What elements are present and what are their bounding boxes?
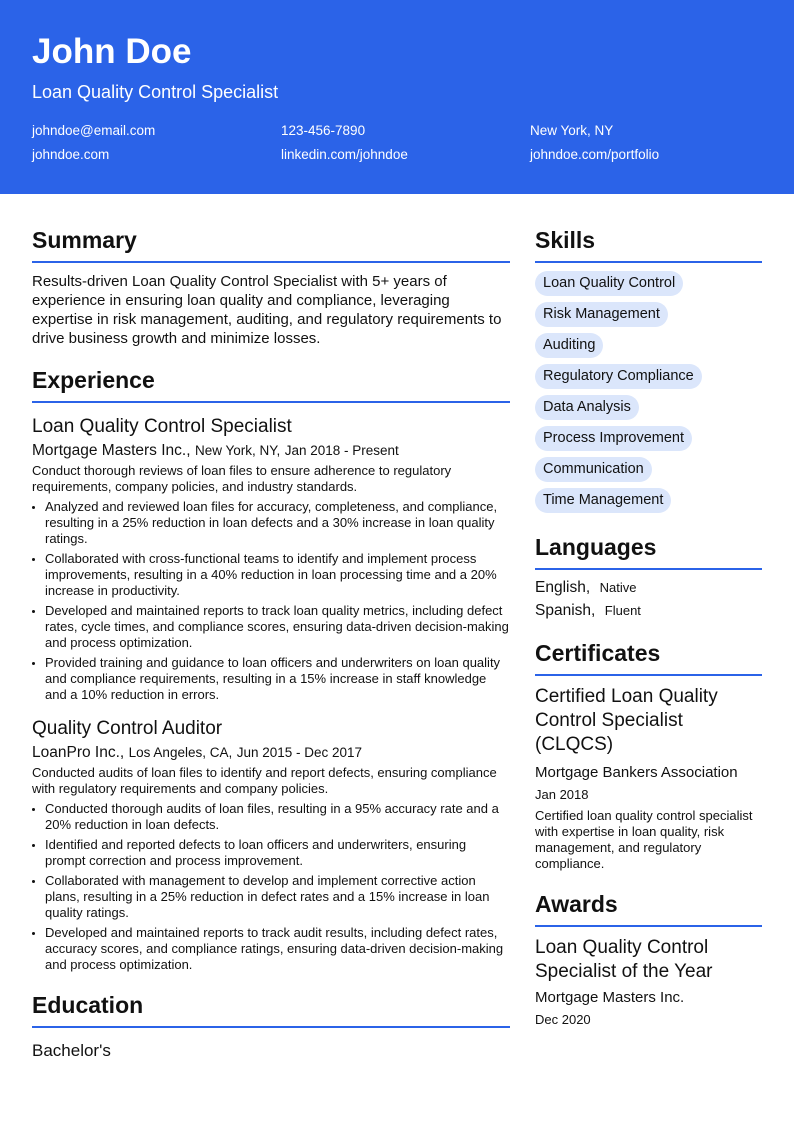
experience-section: [32, 366, 510, 973]
job-title: Loan Quality Control Specialist: [32, 416, 292, 437]
language-level: Native: [599, 580, 637, 595]
certificate-date: Jan 2018: [535, 787, 589, 802]
job-description: Conducted audits of loan files to identify and report defects, ensuring compliance with regulatory requirements and company policies.: [32, 765, 497, 796]
job-meta: [32, 441, 510, 461]
job-bullet: • Developed and maintained reports to track audit results, including defect rates, accuracy scores, and compliance ratings, ensuring data-driven decision-making and process optimization.: [45, 925, 510, 973]
job-company: Mortgage Masters Inc.,: [32, 442, 191, 459]
experience-heading: Experience: [32, 366, 510, 403]
side-column: [535, 226, 762, 1028]
skill-tag: Data Analysis: [535, 395, 639, 420]
resume-header: [0, 0, 794, 194]
job-company: LoanPro Inc.,: [32, 744, 125, 761]
job-title: Quality Control Auditor: [32, 718, 223, 739]
job-entry: [32, 415, 510, 703]
job-bullets: [32, 801, 510, 973]
job-entry: [32, 717, 510, 973]
summary-section: [32, 226, 510, 348]
job-meta: [32, 743, 510, 763]
language-name: Spanish,: [535, 602, 596, 619]
job-dates: Jan 2018 - Present: [284, 443, 399, 458]
contact-info: [32, 122, 762, 164]
summary-heading: Summary: [32, 226, 510, 263]
language-level: Fluent: [604, 603, 641, 618]
skill-tag: Auditing: [535, 333, 603, 358]
job-bullet: • Conducted thorough audits of loan files, resulting in a 95% accuracy rate and a 20% reduction in loan defects.: [45, 801, 510, 833]
contact-website[interactable]: johndoe.com: [32, 147, 110, 162]
skill-tag: Process Improvement: [535, 426, 692, 451]
certificates-section: [535, 639, 762, 872]
education-section: [32, 991, 510, 1062]
job-bullet: • Identified and reported defects to loan officers and underwriters, ensuring prompt correction and process improvement.: [45, 837, 510, 869]
language-name: English,: [535, 579, 591, 596]
award-issuer: Mortgage Masters Inc.: [535, 989, 685, 1006]
job-bullet: • Collaborated with management to develop and implement corrective action plans, resulting in a 25% reduction in defect rates and a 15% increase in loan quality ratings.: [45, 873, 510, 921]
skills-heading: Skills: [535, 226, 762, 263]
contact-linkedin[interactable]: linkedin.com/johndoe: [281, 147, 408, 162]
contact-email[interactable]: johndoe@email.com: [32, 123, 156, 138]
language-item: [535, 578, 762, 598]
job-bullet: • Provided training and guidance to loan officers and underwriters on loan quality and compliance requirements, resulting in a 15% increase in staff knowledge and a 10% reduction in errors.: [45, 655, 510, 703]
job-dates: Jun 2015 - Dec 2017: [236, 745, 363, 760]
skill-tag: Regulatory Compliance: [535, 364, 702, 389]
education-degree: Bachelor's: [32, 1041, 111, 1060]
certificate-description: Certified loan quality control specialist with expertise in loan quality, risk management, and regulatory compliance.: [535, 808, 753, 871]
summary-text: Results-driven Loan Quality Control Specialist with 5+ years of experience in ensuring loan quality and compliance, leveraging expertise in risk management, auditing, and regulatory requirements to drive business growth and minimize losses.: [32, 273, 502, 347]
skill-tag: Risk Management: [535, 302, 668, 327]
job-bullet: • Collaborated with cross-functional teams to identify and implement process improvements, resulting in a 40% reduction in loan processing time and a 20% increase in productivity.: [45, 551, 510, 599]
job-bullet: • Analyzed and reviewed loan files for accuracy, completeness, and compliance, resulting in a 25% reduction in loan defects and a 30% increase in loan quality ratings.: [45, 499, 510, 547]
candidate-role: Loan Quality Control Specialist: [32, 82, 279, 102]
education-heading: Education: [32, 991, 510, 1028]
languages-section: [535, 533, 762, 621]
skills-section: [535, 226, 762, 513]
job-bullets: [32, 499, 510, 703]
award-name: Loan Quality Control Specialist of the Year: [535, 937, 713, 982]
skill-tag: Time Management: [535, 488, 671, 513]
skill-tag: Communication: [535, 457, 652, 482]
candidate-name: John Doe: [32, 32, 192, 71]
skills-list: [535, 271, 762, 513]
job-description: Conduct thorough reviews of loan files to ensure adherence to regulatory requirements, company policies, and industry standards.: [32, 463, 452, 494]
main-column: [32, 226, 510, 1062]
awards-section: [535, 890, 762, 1028]
certificate-name: Certified Loan Quality Control Specialist (CLQCS): [535, 686, 718, 755]
skill-tag: Loan Quality Control: [535, 271, 683, 296]
job-bullet: • Developed and maintained reports to track loan quality metrics, including defect rates, cycle times, and compliance scores, ensuring data-driven decision-making and process optimization.: [45, 603, 510, 651]
language-item: [535, 601, 762, 621]
certificate-issuer: Mortgage Bankers Association: [535, 764, 738, 781]
certificates-heading: Certificates: [535, 639, 762, 676]
job-location: New York, NY,: [194, 443, 281, 458]
award-date: Dec 2020: [535, 1012, 591, 1027]
contact-location: New York, NY: [530, 123, 614, 138]
awards-heading: Awards: [535, 890, 762, 927]
contact-portfolio[interactable]: johndoe.com/portfolio: [530, 147, 660, 162]
job-location: Los Angeles, CA,: [128, 745, 233, 760]
contact-phone[interactable]: 123-456-7890: [281, 123, 366, 138]
languages-heading: Languages: [535, 533, 762, 570]
